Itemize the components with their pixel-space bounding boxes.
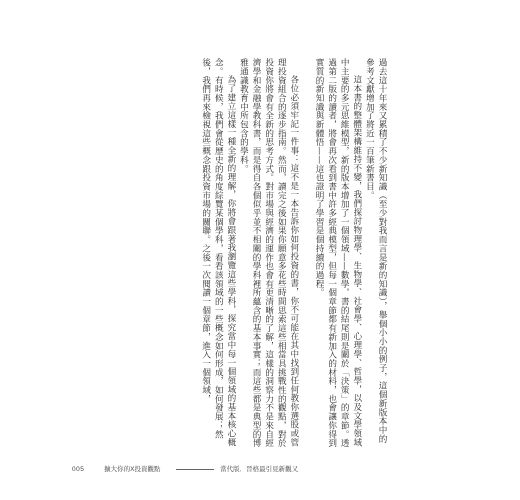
page-footer xyxy=(72,464,298,473)
paragraph-new-understanding: 為了建立這樣一種全新的理解，你將會跟著我瀏覽這些學科，探究當中每一個領域的基本核心概念。有時候，我們會從歷史的角度綜覽某個學科，看看該領域的一些概念如何形成，如何發展；然後，我們再來檢視這些概念跟投資市場的關聯。之後一次閱讀一個章節，進入一個領域， xyxy=(200,58,236,447)
page-number: 005 xyxy=(72,466,85,473)
footer-divider xyxy=(176,469,214,470)
body-text xyxy=(128,58,388,448)
running-chapter-title: 當代版．晉格最引見新觀又 xyxy=(220,466,299,473)
paragraph-intro: 過去這十年來又累積了不少新知識（至少對我而言是新的知識），舉個小小的例子，這個新版本中的參考文獻增加了將近一百筆新書目。 xyxy=(364,58,387,444)
paragraph-structure: 這本書的整體架構維持不變，我們探討物理學、生物學、社會學、心理學、哲學，以及文學領域中主要的多元思維模型，新的版本增加了一個領域——數學，書的結尾則是關於「決策」的章節。透過第二版的讀者，將會再次看到書中許多經典模型，但每一個章節都有新加入的材料，也會讓你得到實質的新知識與新體悟——這也證明了學習是個持續的過程。 xyxy=(314,58,362,448)
running-book-title: 擴大你的X投資觀點 xyxy=(104,466,161,473)
paragraph-not-investing-guide: 各位必須牢記一件事：這不是一本告訴你如何投資的書，你不可能在其中找到任何教你選股或管理投資組合的逐步指南。然而，讀完之後如果你願意多花些時間思索這些相當具挑戰性的觀點，對於投資你將會有全新的思考方式。對市場與經濟的運作也會有更清晰的了解，這樣的洞察力不是來自經濟學和金融學教科書，而是得自各個似乎並不相關的學科裡所蘊含的基本事實；而這些都是典型的博雅通識教育中所包含的學科。 xyxy=(238,58,299,448)
